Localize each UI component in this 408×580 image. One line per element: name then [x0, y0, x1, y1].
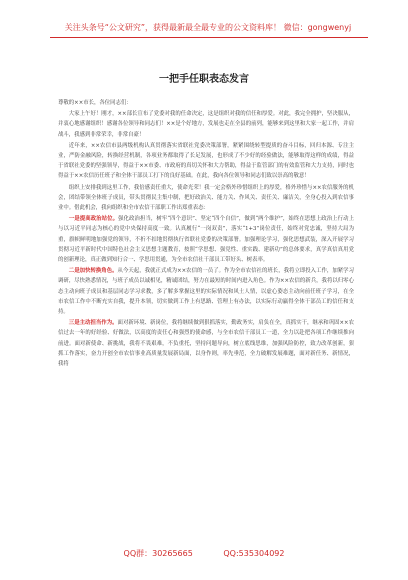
paragraph: 大家上午好！刚才，××部长宣布了党委对我的任命决定，这是组织对我的信任和厚爱。对此，我完全拥护，坚决服从，并衷心地感谢组织！感谢各位领导和同志们！××是个好地方，发展也走在全县的前列，能够来到这里和大家一起工作，并肩战斗，我感到非常荣幸，非常自豪！: [58, 111, 354, 138]
footer: [0, 548, 408, 559]
footer-qq: QQ:535304092: [223, 549, 285, 558]
paragraph: 三是主动担当作为。面对新环境、新岗位，我将继续做到狠抓落实，勤政务实，肩负在全，真抓实干，继承和巩固××农信过去一年的好经验、好做法，以高度的责任心和强烈的使命感，与全市农信干部员工一道，全力以赴把各项工作继续推向前进。面对新使命、新挑战，我将不畏艰难，不负重托，坚持问题导向，树立底线思维，加强风险防控，致力改革创新，狠抓工作落实，奋力开创全市农信事业高质量发展新局面，以身作则，率先垂范，全力破解发展难题，面对新任务、新情况，我将: [58, 320, 354, 368]
paragraph: 二是加快转换角色。从今天起，我就正式成为××农信的一员了。作为全市农信社的班长，我将立即投入工作，加紧学习调研，尽快熟悉情况，与班子成员以诚相见，精诚团结，努力在最短的时间内进入角色。作为××农信的新兵，我将以归零心态主动向班子成员和基层同志学习求教，多了解多掌握这里的实际情况和风土人情，以虚心姿态主动向前任班子学习，在全市农信工作中不断充实自我，提升本领，切实做到工作上有思路、管理上有办法，以实际行动赢得全体干部员工的信任和支持。: [58, 268, 354, 316]
paragraph: 近年来，××农信市县两级机构认真贯彻落实省联社党委决策部署，紧紧围绕转型提质的奋斗目标，回归本源、专注主业，严防金融风险，转换经营机制，各项业务都取得了长足发展，也形成了不少好的经验做法，能够取得这样的成绩，得益于省联社党委的坚强领导，得益于××市委、市政府的真切关怀和大力帮助，得益于监管部门的有效监管和大力支持，同时也得益于××农信历任班子和全体干部员工打下的良好基础。在此，我向各位领导和同志们致以崇高的敬意！: [58, 142, 354, 180]
salutation: 尊敬的××市长，各位同志们：: [58, 100, 132, 106]
paragraph: 组织上安排我到这里工作，我倍感责任重大，使命光荣！我一定会格外珍惜组织上的厚爱，格外珍惜与××农信服务的机会，团结带领全体班子成员，带头贯彻民主集中制，把好政治关、能力关、作风关、责任关、廉洁关，全身心投入到农信事业中。借此机会，我向组织和全市农信干部职工作出郑重表态：: [58, 184, 354, 212]
document-body: [58, 98, 354, 538]
document-title: 一把手任职表态发言: [159, 74, 249, 85]
banner-text: 关注头条号“公文研究”，获得最新最全最专业的公文资料库！ 微信：gongwenyj: [64, 22, 352, 32]
paragraph: 一是提高政治站位。强化政治担当，树牢“四个意识”、坚定“四个自信”，做到“两个维护”，始终在思想上政治上行动上与以习近平同志为核心的党中央保持高度一致。认真履行“一岗双责”，落实“1+3”岗位责任，始终对党忠诚，坚持大局为重，旗帜鲜明地加强党的领导，不折不扣地贯彻执行省联社党委的决策部署。加强理论学习，强化思想武装，深入开展学习贯彻习近平新时代中国特色社会主义思想主题教育，按照“学思想、强党性、重实践、建新功”的总体要求，真学真信真用党的创新理论，真正做到知行合一、学思用贯通，为全市农信社干部员工带好头、树表率。: [58, 216, 354, 264]
footer-qq-group: QQ群：30265665: [123, 549, 193, 558]
header-divider: [50, 37, 368, 38]
